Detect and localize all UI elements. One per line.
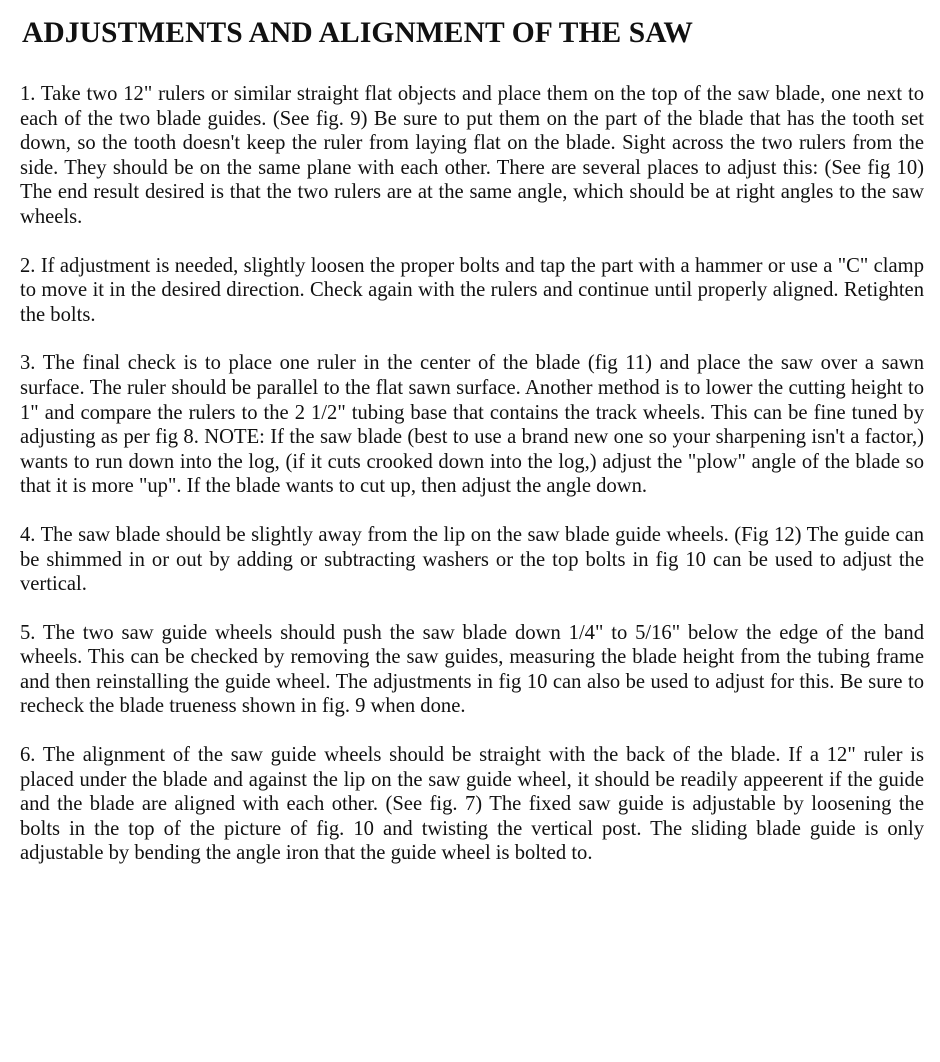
paragraph-text: 5. The two saw guide wheels should push the saw blade down 1/4" to 5/16" below the edge of the band wheels. This can be checked by removing the saw guides, measuring the blade height from the tubing frame and then reinstalling the guide wheel. The adjustments in fig 10 can also be used to adjust for this. Be sure to recheck the blade trueness shown in fig. 9 when done. <box>20 621 924 718</box>
paragraph-text: 1. Take two 12" rulers or similar straight flat objects and place them on the top of the saw blade, one next to each of the two blade guides. (See fig. 9) Be sure to put them on the part of the blade that has the tooth set down, so the tooth doesn't keep the ruler from laying flat on the blade. Sight across the two rulers from the side. They should be on the same plane with each other. There are several places to adjust this: (See fig 10) The end result desired is that the two rulers are at the same angle, which should be at right angles to the saw wheels. <box>20 83 924 228</box>
paragraph-text: 6. The alignment of the saw guide wheels should be straight with the back of the blade. If a 12" ruler is placed under the blade and against the lip on the saw guide wheel, it should be readily appeerent if the guide and the blade are aligned with each other. (See fig. 7) The fixed saw guide is adjustable by loosening the bolts in the top of the picture of fig. 10 and twisting the vertical post. The sliding blade guide is only adjustable by bending the angle iron that the guide wheel is bolted to. <box>20 744 924 865</box>
page-title: ADJUSTMENTS AND ALIGNMENT OF THE SAW <box>22 17 694 49</box>
paragraph-text: 3. The final check is to place one ruler in the center of the blade (fig 11) and place the saw over a sawn surface. The ruler should be parallel to the flat sawn surface. Another method is to lower the cutting height to 1" and compare the rulers to the 2 1/2" tubing base that contains the track wheels. This can be fine tuned by adjusting as per fig 8. NOTE: If the saw blade (best to use a brand new one so your sharpening isn't a factor,) wants to run down into the log, (if it cuts crooked down into the log,) adjust the "plow" angle of the blade so that it is more "up". If the blade wants to cut up, then adjust the angle down. <box>20 352 924 498</box>
paragraph-text: 2. If adjustment is needed, slightly loosen the proper bolts and tap the part with a hammer or use a "C" clamp to move it in the desired direction. Check again with the rulers and continue until properly aligned. Retighten the bolts. <box>20 254 924 326</box>
paragraph-4 <box>20 523 924 597</box>
paragraph-text: 4. The saw blade should be slightly away from the lip on the saw blade guide wheels. (Fig 12) The guide can be shimmed in or out by adding or subtracting washers or the top bolts in fig 10 can be used to adjust the vertical. <box>20 523 924 596</box>
paragraph-5 <box>20 621 924 719</box>
paragraph-3 <box>20 351 924 499</box>
paragraph-6 <box>20 743 924 866</box>
paragraph-2 <box>20 254 924 328</box>
paragraph-1 <box>20 82 924 230</box>
